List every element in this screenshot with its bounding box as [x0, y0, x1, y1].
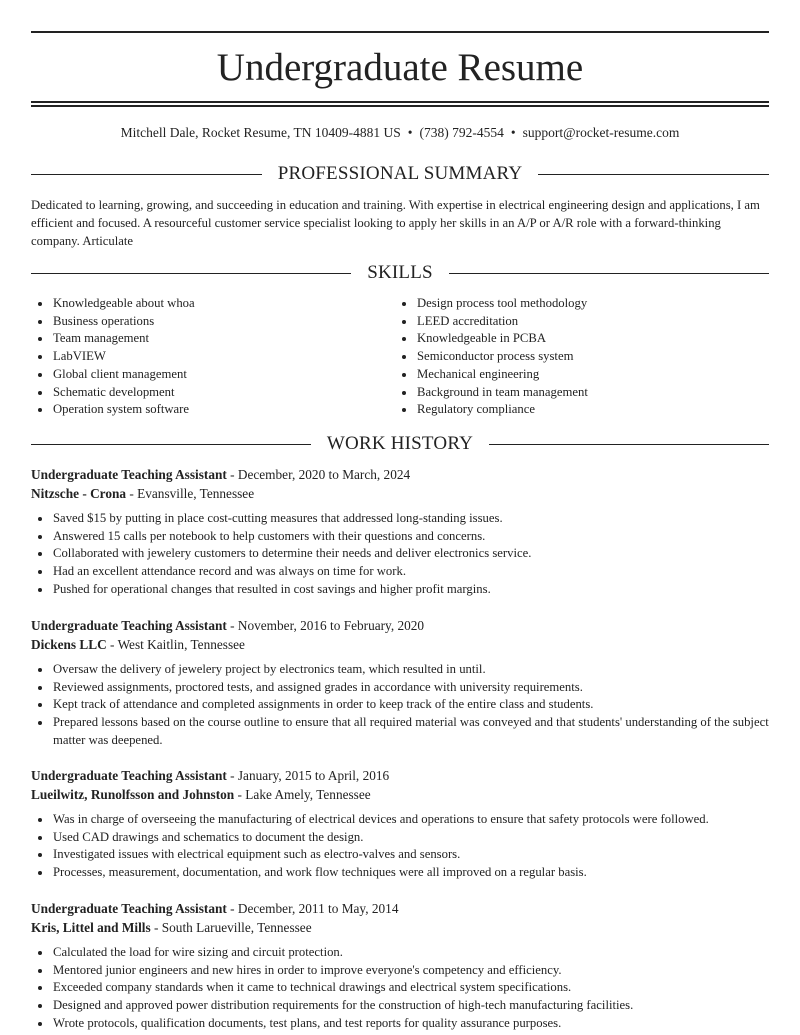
section-title: WORK HISTORY	[326, 433, 474, 454]
job-bullet: Had an excellent attendance record and was always on time for work.	[31, 563, 769, 581]
job-bullet: Prepared lessons based on the course outline to ensure that all required material was conveyed and that students' understanding of the subject matter was deepened.	[31, 714, 769, 749]
heading-rule-left	[31, 174, 262, 175]
job-bullet: Used CAD drawings and schematics to document the design.	[31, 829, 769, 847]
skill-item: Mechanical engineering	[395, 366, 759, 384]
separator-dot: •	[510, 125, 516, 140]
job-bullet: Designed and approved power distribution requirements for the construction of high-tech manufacturing facilities.	[31, 997, 769, 1015]
skill-item: Semiconductor process system	[395, 348, 759, 366]
job-dates: - November, 2016 to February, 2020	[226, 618, 425, 633]
job-location: - South Larueville, Tennessee	[150, 920, 312, 935]
job-company-line	[31, 635, 769, 654]
heading-rule-right	[449, 273, 769, 274]
skills-list	[31, 295, 769, 419]
skill-item: Knowledgeable about whoa	[31, 295, 395, 313]
job-entry	[31, 899, 769, 1033]
job-bullet: Calculated the load for wire sizing and circuit protection.	[31, 944, 769, 962]
job-title: Undergraduate Teaching Assistant	[31, 467, 227, 482]
job-entry	[31, 465, 769, 599]
section-heading-summary	[31, 162, 769, 186]
job-bullet: Investigated issues with electrical equipment such as electro-valves and sensors.	[31, 846, 769, 864]
job-company-line	[31, 484, 769, 503]
job-bullet: Wrote protocols, qualification documents, test plans, and test reports for quality assurance purposes.	[31, 1015, 769, 1033]
skill-item: Global client management	[31, 366, 395, 384]
job-bullet: Oversaw the delivery of jewelery project by electronics team, which resulted in until.	[31, 661, 769, 679]
job-dates: - December, 2020 to March, 2024	[226, 467, 411, 482]
summary-text: Dedicated to learning, growing, and succeeding in education and training. With expertise in electrical engineering design and applications, I am efficient and focused. A resourceful customer service specialist looking to apply her skills in an A/P or A/R role with a forward-thinking company. Articulate	[31, 198, 760, 248]
job-title-line	[31, 616, 769, 635]
contact-line	[31, 124, 769, 142]
job-company: Nitzsche - Crona	[31, 486, 127, 501]
job-bullet: Was in charge of overseeing the manufacturing of electrical devices and operations to ensure that safety protocols were followed.	[31, 811, 769, 829]
heading-rule-right	[538, 174, 769, 175]
contact-phone: (738) 792-4554	[419, 125, 504, 140]
contact-address: Mitchell Dale, Rocket Resume, TN 10409-4881 US	[120, 125, 401, 140]
contact-email: support@rocket-resume.com	[522, 125, 680, 140]
job-bullet: Reviewed assignments, proctored tests, and assigned grades in accordance with university requirements.	[31, 679, 769, 697]
job-title-line	[31, 899, 769, 918]
job-company-line	[31, 785, 769, 804]
job-company: Lueilwitz, Runolfsson and Johnston	[31, 787, 235, 802]
job-title: Undergraduate Teaching Assistant	[31, 618, 227, 633]
section-title: SKILLS	[367, 262, 433, 283]
section-heading-skills	[31, 261, 769, 285]
skill-item: Schematic development	[31, 384, 395, 402]
job-bullets	[31, 510, 769, 599]
resume-title: Undergraduate Resume	[216, 46, 584, 89]
skill-item: Team management	[31, 330, 395, 348]
job-company: Dickens LLC	[31, 637, 107, 652]
job-company-line	[31, 918, 769, 937]
job-bullet: Saved $15 by putting in place cost-cutting measures that addressed long-standing issues.	[31, 510, 769, 528]
job-bullets	[31, 811, 769, 882]
job-location: - Lake Amely, Tennessee	[234, 787, 371, 802]
separator-dot: •	[407, 125, 413, 140]
job-title: Undergraduate Teaching Assistant	[31, 901, 227, 916]
skill-item: LEED accreditation	[395, 313, 759, 331]
heading-rule-left	[31, 444, 311, 445]
job-bullet: Answered 15 calls per notebook to help customers with their questions and concerns.	[31, 528, 769, 546]
job-bullet: Processes, measurement, documentation, and work flow techniques were all improved on a regular basis.	[31, 864, 769, 882]
skills-column-left	[31, 295, 395, 419]
skill-item: Design process tool methodology	[395, 295, 759, 313]
heading-rule-right	[489, 444, 769, 445]
job-title: Undergraduate Teaching Assistant	[31, 768, 227, 783]
section-heading-work-history	[31, 432, 769, 456]
job-company: Kris, Littel and Mills	[31, 920, 151, 935]
section-title: PROFESSIONAL SUMMARY	[277, 163, 523, 184]
title-rule-upper	[31, 101, 769, 103]
job-bullet: Pushed for operational changes that resulted in cost savings and higher profit margins.	[31, 581, 769, 599]
job-location: - Evansville, Tennessee	[126, 486, 255, 501]
job-bullet: Collaborated with jewelery customers to determine their needs and deliver electronics service.	[31, 545, 769, 563]
job-dates: - January, 2015 to April, 2016	[226, 768, 390, 783]
skill-item: Background in team management	[395, 384, 759, 402]
skill-item: Business operations	[31, 313, 395, 331]
skill-item: Knowledgeable in PCBA	[395, 330, 759, 348]
job-entry	[31, 616, 769, 750]
skills-column-right	[395, 295, 759, 419]
job-bullet: Mentored junior engineers and new hires in order to improve everyone's competency and efficiency.	[31, 962, 769, 980]
job-title-line	[31, 766, 769, 785]
skill-item: Regulatory compliance	[395, 401, 759, 419]
title-rule-lower	[31, 105, 769, 107]
heading-rule-left	[31, 273, 351, 274]
job-bullets	[31, 661, 769, 750]
job-title-line	[31, 465, 769, 484]
top-rule	[31, 31, 769, 33]
skill-item: Operation system software	[31, 401, 395, 419]
job-bullets	[31, 944, 769, 1033]
skill-item: LabVIEW	[31, 348, 395, 366]
job-entry	[31, 766, 769, 882]
job-bullet: Exceeded company standards when it came to technical drawings and electrical system specifications.	[31, 979, 769, 997]
job-location: - West Kaitlin, Tennessee	[106, 637, 245, 652]
job-dates: - December, 2011 to May, 2014	[226, 901, 399, 916]
job-bullet: Kept track of attendance and completed assignments in order to keep track of the entire class and students.	[31, 696, 769, 714]
